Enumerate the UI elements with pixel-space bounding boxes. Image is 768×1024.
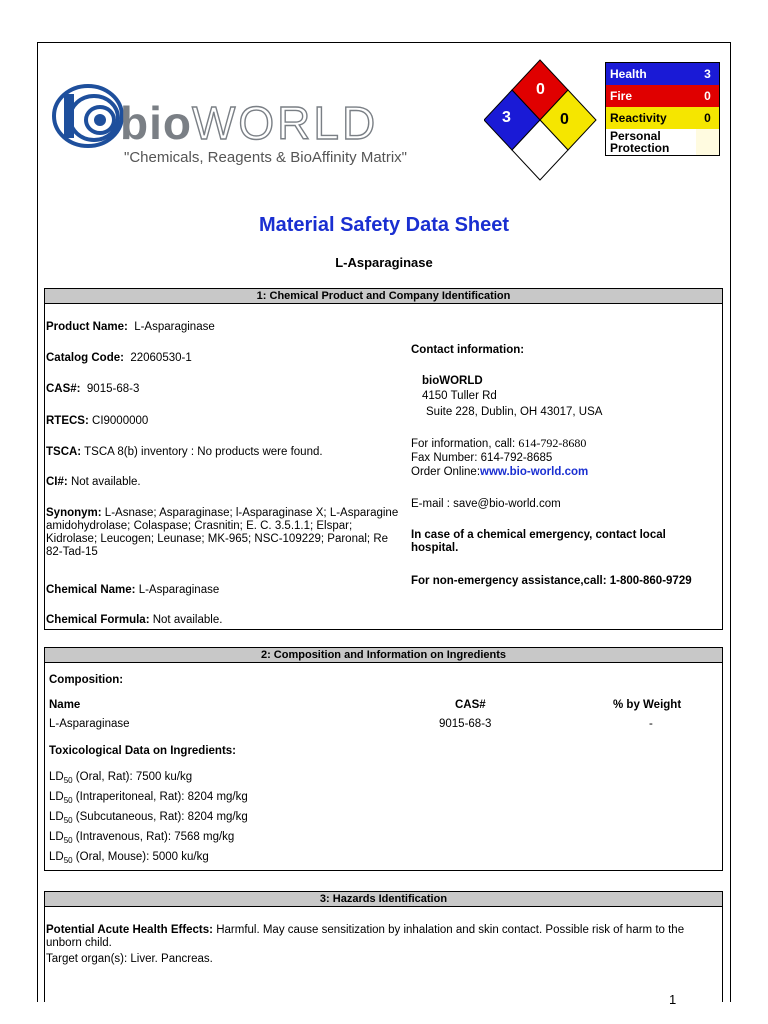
bioworld-logo-icon (46, 80, 126, 150)
contact-heading: Contact information: (411, 344, 525, 356)
catalog-code-label: Catalog Code: (46, 352, 124, 364)
tox-item: $LD_{50}$ (Intraperitoneal, Rat): 8204 mg/kg (49, 791, 248, 805)
synonym-block (46, 507, 404, 559)
non-emergency-note: For non-emergency assistance,call: 1-800-860-9729 (411, 575, 692, 587)
composition-label: Composition: (49, 674, 124, 686)
logo-wordmark: bioWORLD (120, 97, 379, 149)
nfpa-reactivity-value: 0 (560, 111, 569, 128)
hmis-row-reactivity (606, 107, 720, 129)
synonym-value: L-Asnase; Asparaginase; l-Asparaginase X; L-Asparagine amidohydrolase; Colaspase; Crasnitin; E. C. 3.5.1.1; Elspar; Kidrolase; Leucogen; Leunase; MK-965; NSC-109229; Paronal; Re 82-Tad-15 (46, 507, 399, 558)
order-line: Order Online:www.bio-world.com (411, 466, 589, 478)
acute-effects (46, 924, 718, 950)
product-title: L-Asparaginase (335, 255, 433, 270)
hmis-value: 0 (696, 85, 720, 107)
tox-item: $LD_{50}$ (Oral, Mouse): 5000 ku/kg (49, 851, 209, 865)
order-online-link[interactable]: www.bio-world.com (480, 466, 589, 478)
product-name-label: Product Name: (46, 321, 128, 333)
fax-line: Fax Number: 614-792-8685 (411, 452, 553, 464)
cas-label: CAS#: (46, 383, 81, 395)
nfpa-fire-value: 0 (536, 81, 545, 98)
document-title: Material Safety Data Sheet (258, 214, 510, 236)
tox-item: $LD_{50}$ (Subcutaneous, Rat): 8204 mg/kg (49, 811, 248, 825)
ingredient-cas: 9015-68-3 (439, 718, 492, 730)
tox-item: $LD_{50}$ (Oral, Rat): 7500 ku/kg (49, 771, 193, 785)
hmis-value: 3 (696, 63, 720, 86)
ingredient-weight: - (649, 718, 653, 730)
hmis-row-health (606, 63, 720, 86)
ci-value: Not available. (70, 476, 141, 488)
column-header-name: Name (49, 699, 81, 711)
hmis-label: Reactivity (606, 107, 697, 129)
tox-item: $LD_{50}$ (Intravenous, Rat): 7568 mg/kg (49, 831, 235, 845)
target-organs: Target organ(s): Liver. Pancreas. (46, 953, 213, 965)
section-heading: 1: Chemical Product and Company Identification (45, 289, 722, 304)
email-line: E-mail : save@bio-world.com (411, 498, 561, 510)
company-name: bioWORLD (422, 375, 483, 387)
nfpa-health-value: 3 (502, 109, 511, 126)
info-call-line: For information, call: 614-792-8680 (411, 436, 587, 450)
acute-effects-label: Potential Acute Health Effects: (46, 924, 213, 936)
tsca-value: TSCA 8(b) inventory : No products were found. (84, 446, 323, 458)
emergency-note: In case of a chemical emergency, contact local hospital. (411, 529, 666, 554)
page-number: 1 (669, 992, 677, 1007)
chemical-formula-label: Chemical Formula: (46, 614, 150, 626)
hmis-label: Fire (606, 85, 697, 107)
ingredient-name: L-Asparaginase (49, 718, 130, 730)
chemical-formula-value: Not available. (152, 614, 223, 626)
nfpa-diamond-icon (484, 58, 604, 182)
cas-value: 9015-68-3 (86, 383, 140, 395)
synonym-label: Synonym: (46, 507, 102, 519)
info-phone: 614-792-8680 (518, 436, 587, 450)
tox-heading: Toxicological Data on Ingredients: (49, 745, 237, 757)
catalog-code-value: 22060530-1 (130, 352, 192, 364)
section-heading: 3: Hazards Identification (45, 892, 722, 907)
column-header-weight: % by Weight (613, 699, 682, 711)
hmis-table (605, 62, 720, 156)
hmis-value: 0 (696, 107, 720, 129)
rtecs-label: RTECS: (46, 415, 89, 427)
product-name-value: L-Asparaginase (134, 321, 215, 333)
tsca-label: TSCA: (46, 446, 82, 458)
chemical-name-value: L-Asparaginase (138, 584, 220, 596)
tagline: "Chemicals, Reagents & BioAffinity Matrix" (124, 149, 407, 166)
ci-label: CI#: (46, 476, 68, 488)
hmis-value (696, 129, 720, 156)
section-heading: 2: Composition and Information on Ingredients (45, 648, 722, 663)
address-line-1: 4150 Tuller Rd (422, 390, 497, 402)
address-line-2: Suite 228, Dublin, OH 43017, USA (426, 406, 603, 418)
column-header-cas: CAS# (455, 699, 486, 711)
hmis-row-protection (606, 129, 720, 156)
hmis-label: Health (606, 63, 697, 86)
rtecs-value: CI9000000 (92, 415, 149, 427)
hmis-row-fire (606, 85, 720, 107)
hmis-label: Personal Protection (606, 129, 697, 156)
chemical-name-label: Chemical Name: (46, 584, 136, 596)
acute-effects-text: Harmful. May cause sensitization by inhalation and skin contact. Possible risk of harm to the unborn child. (46, 924, 685, 949)
